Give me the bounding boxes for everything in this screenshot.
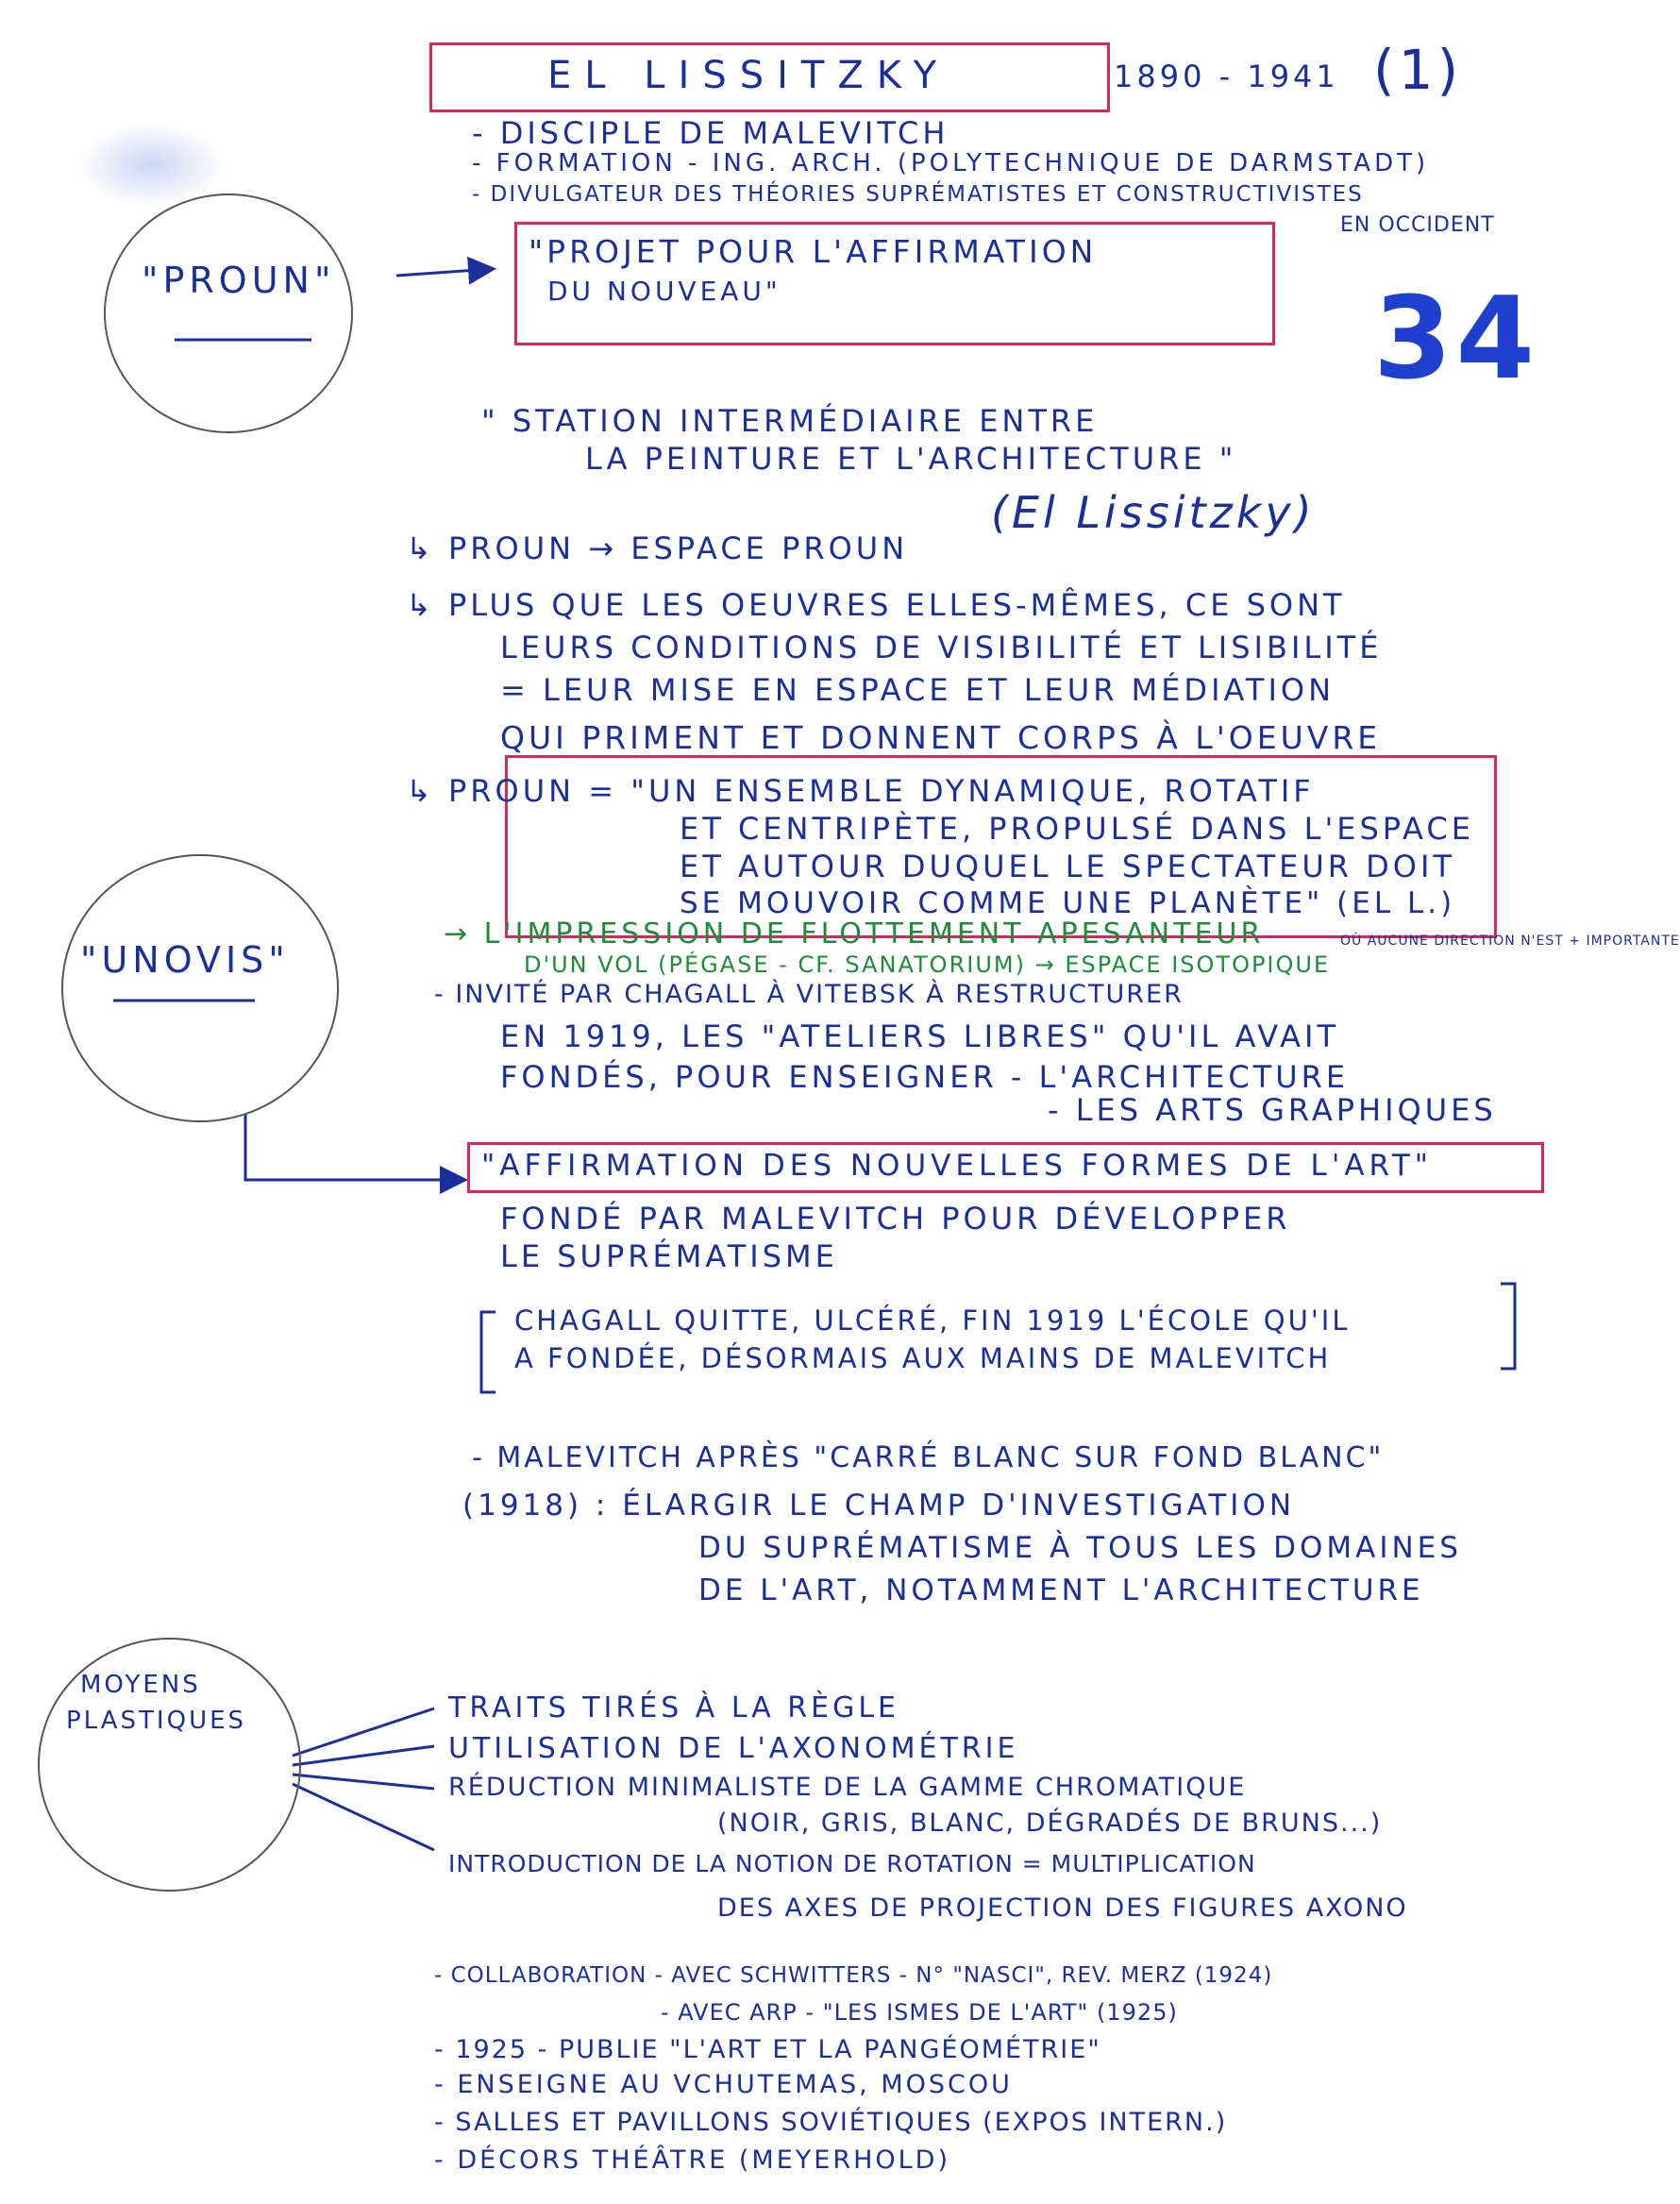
malevitch-line: DE L'ART, NOTAMMENT L'ARCHITECTURE [698,1573,1424,1607]
intro-line: - DISCIPLE DE MALEVITCH [472,115,949,151]
unovis-circle [61,854,339,1122]
final-line: - 1925 - PUBLIE "L'ART ET LA PANGÉOMÉTRIE" [434,2035,1101,2064]
moyens-line: UTILISATION DE L'AXONOMÉTRIE [448,1732,1019,1765]
unovis-line: - INVITÉ PAR CHAGALL À VITEBSK À RESTRUCTURER [434,980,1184,1009]
moyens-line-3 [293,1775,434,1789]
moyens-line: TRAITS TIRÉS À LA RÈGLE [448,1691,900,1725]
bracket-line: CHAGALL QUITTE, ULCÉRÉ, FIN 1919 L'ÉCOLE QU'IL [514,1304,1351,1337]
bracket-right [1501,1284,1515,1369]
moyens-label-line: PLASTIQUES [66,1707,247,1735]
moyens-line: INTRODUCTION DE LA NOTION DE ROTATION = MULTIPLICATION [448,1850,1256,1877]
affirmation-line: LE SUPRÉMATISME [500,1238,838,1274]
moyens-line-4 [293,1784,434,1850]
proun-def-line: ET CENTRIPÈTE, PROPULSÉ DANS L'ESPACE [680,811,1474,847]
bracket-left [481,1312,496,1392]
affirmation-title: "AFFIRMATION DES NOUVELLES FORMES DE L'ART" [481,1149,1434,1183]
page-number: (1) [1373,38,1463,102]
moyens-label-line: MOYENS [80,1671,201,1699]
proun-def-line: ↳ PROUN = "UN ENSEMBLE DYNAMIQUE, ROTATIF [406,773,1315,809]
final-line: - DÉCORS THÉÂTRE (MEYERHOLD) [434,2145,951,2175]
final-line: - COLLABORATION - AVEC SCHWITTERS - N° "NASCI", REV. MERZ (1924) [434,1963,1273,1988]
unovis-line: - LES ARTS GRAPHIQUES [1048,1092,1497,1128]
affirmation-line: FONDÉ PAR MALEVITCH POUR DÉVELOPPER [500,1201,1291,1237]
unovis-label: "UNOVIS" [80,939,290,981]
dates: 1890 - 1941 [1114,59,1339,94]
quote-line: " STATION INTERMÉDIAIRE ENTRE [481,403,1099,439]
unovis-line: EN 1919, LES "ATELIERS LIBRES" QU'IL AVAIT [500,1018,1340,1054]
intro-line: - DIVULGATEUR DES THÉORIES SUPRÉMATISTES ET CONSTRUCTIVISTES [472,182,1364,207]
proun-arrow [396,269,491,276]
bracket-line: A FONDÉE, DÉSORMAIS AUX MAINS DE MALEVITCH [514,1342,1332,1374]
unovis-arrow [245,1114,462,1180]
moyens-line: (NOIR, GRIS, BLANC, DÉGRADÉS DE BRUNS...) [717,1809,1383,1838]
quote-signature: (El Lissitzky) [991,487,1316,538]
proun-def-line: SE MOUVOIR COMME UNE PLANÈTE" (EL L.) [680,886,1456,920]
malevitch-line: - MALEVITCH APRÈS "CARRÉ BLANC SUR FOND BLANC" [472,1441,1385,1474]
green-line: D'UN VOL (PÉGASE - CF. SANATORIUM) → ESPACE ISOTOPIQUE [524,951,1331,978]
moyens-line: DES AXES DE PROJECTION DES FIGURES AXONO [717,1893,1408,1923]
proun-label: "PROUN" [142,260,336,301]
malevitch-line: DU SUPRÉMATISME À TOUS LES DOMAINES [698,1531,1462,1565]
final-line: - ENSEIGNE AU VCHUTEMAS, MOSCOU [434,2070,1013,2099]
page-title: EL LISSITZKY [547,54,950,97]
unovis-line: FONDÉS, POUR ENSEIGNER - L'ARCHITECTURE [500,1059,1350,1095]
final-line: - SALLES ET PAVILLONS SOVIÉTIQUES (EXPOS INTERN.) [434,2108,1228,2137]
proun-box-line: "PROJET POUR L'AFFIRMATION [529,233,1098,270]
espace-line: = LEUR MISE EN ESPACE ET LEUR MÉDIATION [500,672,1336,708]
espace-line: ↳ PLUS QUE LES OEUVRES ELLES-MÊMES, CE SONT [406,587,1346,623]
malevitch-line: (1918) : ÉLARGIR LE CHAMP D'INVESTIGATION [462,1489,1296,1523]
archive-number: 34 [1373,274,1538,405]
proun-def-line: ET AUTOUR DUQUEL LE SPECTATEUR DOIT [680,849,1455,884]
proun-circle [104,193,353,433]
intro-line: EN OCCIDENT [1340,213,1495,237]
intro-line: - FORMATION - ING. ARCH. (POLYTECHNIQUE DE DARMSTADT) [472,149,1430,177]
proun-box-line: DU NOUVEAU" [547,276,781,307]
espace-line: LEURS CONDITIONS DE VISIBILITÉ ET LISIBILITÉ [500,630,1383,665]
quote-line: LA PEINTURE ET L'ARCHITECTURE " [585,441,1237,477]
moyens-line: RÉDUCTION MINIMALISTE DE LA GAMME CHROMATIQUE [448,1773,1247,1802]
espace-line: QUI PRIMENT ET DONNENT CORPS À L'OEUVRE [500,719,1382,756]
final-line: - AVEC ARP - "LES ISMES DE L'ART" (1925) [661,1999,1178,2026]
espace-line: ↳ PROUN → ESPACE PROUN [406,530,909,566]
green-note: OÙ AUCUNE DIRECTION N'EST + IMPORTANTE [1340,934,1680,949]
green-line: → L'IMPRESSION DE FLOTTEMENT APESANTEUR [444,917,1265,951]
